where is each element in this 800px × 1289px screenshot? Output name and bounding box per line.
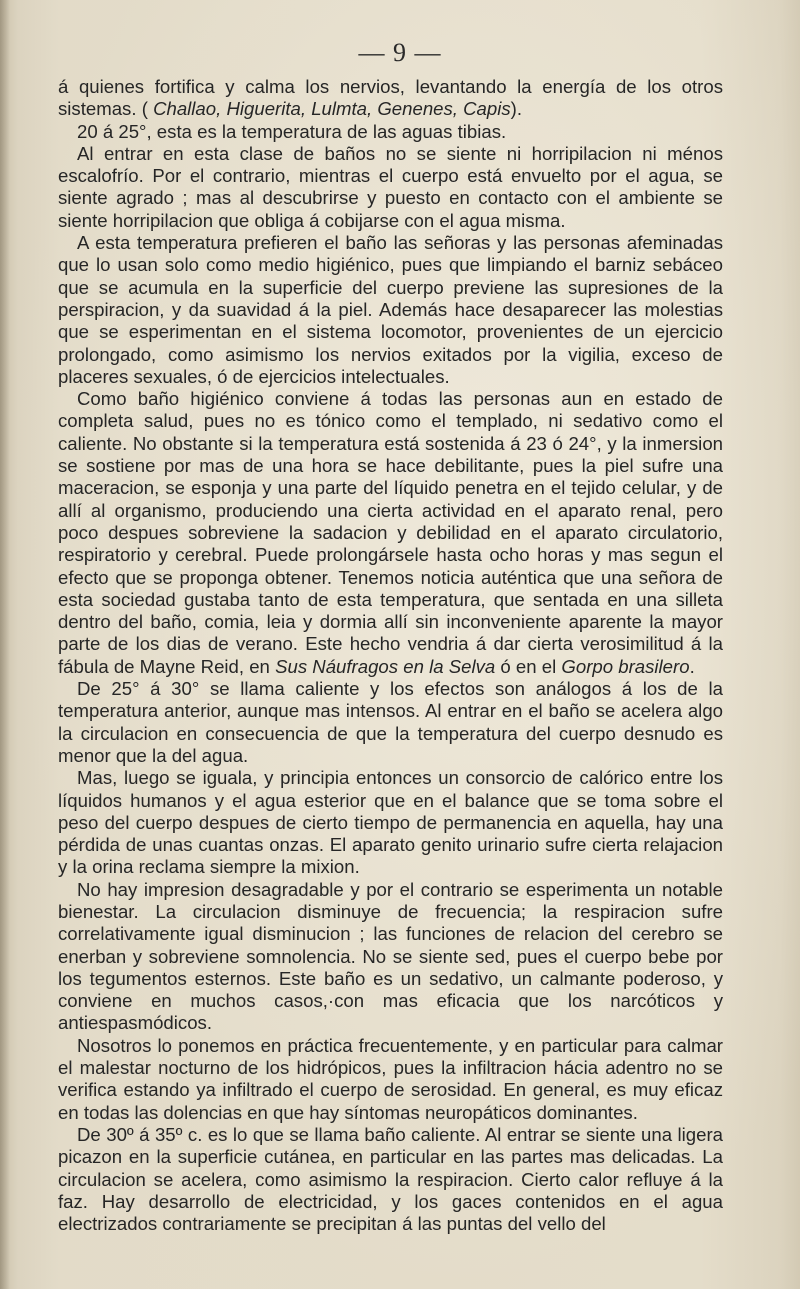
- text-run: Al entrar en esta clase de baños no se siente ni horripilacion ni ménos escalofrío. Por el contrario, mientras el cuerpo está envuelto por el agua, se siente agrado ; mas al descubrirse y puesto en contacto con el ambiente se siente horripilacion que obliga á cobijarse con el agua misma.: [58, 142, 723, 231]
- italic-text: Sus Náufragos en la Selva: [275, 655, 496, 677]
- text-run: De 25° á 30° se llama caliente y los efectos son análogos á los de la temperatura anterior, aunque mas intensos. Al entrar en el baño se acelera algo la circulacion en consecuencia de que la temperatura del cuerpo desnudo es menor que la del agua.: [58, 678, 723, 766]
- text-run: De 30º á 35º c. es lo que se llama baño caliente. Al entrar se siente una ligera picazon en la superficie cutánea, en particular en las partes mas delicadas. La circulacion se acelera, como asimismo la respiracion. Cierto calor refluye á la faz. Hay desarrollo de electricidad, y los gaces contenidos en el agua electrizados contrariamente se precipitan á las puntas del vello del: [58, 1123, 723, 1235]
- paragraph: [58, 76, 723, 121]
- text-run: Mas, luego se iguala, y principia entonces un consorcio de calórico entre los líquidos humanos y el agua esterior que en el balance que se toma sobre el peso del cuerpo despues de cierto tiempo de permanencia en aquella, hay una pérdida de unas cuantas onzas. El aparato genito urinario sufre cierta relajacion y la orina reclama siempre la mixion.: [58, 767, 723, 878]
- text-run: .: [689, 655, 695, 677]
- paragraph: [58, 678, 723, 767]
- text-run: Nosotros lo ponemos en práctica frecuentemente, y en particular para calmar el malestar nocturno de los hidrópicos, pues la infiltracion hácia adentro no se verifica estando ya infiltrado el cuerpo de serosidad. En general, es muy eficaz en todas las dolencias en que hay síntomas neuropáticos dominantes.: [58, 1034, 723, 1123]
- paragraph: [58, 143, 723, 232]
- text-run: á quienes fortifica y calma los nervios, levantando la energía de los otros sistemas. (: [58, 76, 723, 120]
- paragraph: [58, 767, 723, 878]
- body-text: [58, 76, 723, 1235]
- text-run: ó en el: [495, 655, 562, 677]
- paragraph: [58, 232, 723, 388]
- italic-text: Challao, Higuerita, Lulmta, Genenes, Capis: [153, 98, 511, 120]
- text-run: 20 á 25°, esta es la temperatura de las aguas tibias.: [77, 120, 507, 142]
- page-number: — 9 —: [358, 38, 442, 67]
- paragraph: [58, 879, 723, 1035]
- paragraph: [58, 1035, 723, 1124]
- paragraph: [58, 388, 723, 678]
- italic-text: Gorpo brasilero: [561, 655, 690, 677]
- text-run: A esta temperatura prefieren el baño las señoras y las personas afeminadas que lo usan solo como medio higiénico, pues que limpiando el barniz sebáceo que se acumula en la superficie del cuerpo previene las supresiones de la perspiracion, y da suavidad á la piel. Además hace desaparecer las molestias que se esperimentan en el sistema locomotor, provenientes de un ejercicio prolongado, como asimismo los nervios exitados por la vigilia, exceso de placeres sexuales, ó de ejercicios intelectuales.: [58, 232, 723, 387]
- paragraph: [58, 121, 723, 143]
- text-run: Como baño higiénico conviene á todas las personas aun en estado de completa salud, pues no es tónico como el templado, ni sedativo como el caliente. No obstante si la temperatura está sostenida á 23 ó 24°, y la inmersion se sostiene por mas de una hora se hace debilitante, pues la piel sufre una maceracion, se esponja y una parte del líquido penetra en el tejido celular, y de allí al organismo, produciendo una cierta actividad en el aparato renal, pero poco despues sobreviene la sadacion y debilidad en el aparato circulatorio, respiratorio y cerebral. Puede prolongársele hasta ocho horas y mas segun el efecto que se proponga obtener. Tenemos noticia auténtica que una señora de esta sociedad gustaba tanto de esta temperatura, que sentada en una silleta dentro del baño, comia, leia y dormia allí sin inconveniente aparente la mayor parte de los dias de verano. Este hecho vendria á dar cierta verosimilitud á la fábula de Mayne Reid, en: [58, 388, 723, 677]
- text-run: ).: [510, 98, 523, 120]
- text-run: No hay impresion desagradable y por el contrario se esperimenta un notable bienestar. La circulacion disminuye de frecuencia; la respiracion sufre correlativamente igual disminucion ; las funciones de relacion del cerebro se enerban y sobreviene somnolencia. No se siente sed, pues el cuerpo bebe por los tegumentos esternos. Este baño es un sedativo, un calmante poderoso, y conviene en muchos casos,·con mas eficacia que los narcóticos y antiespasmódicos.: [58, 878, 723, 1034]
- paragraph: [58, 1124, 723, 1235]
- binding-shadow: [0, 0, 10, 1289]
